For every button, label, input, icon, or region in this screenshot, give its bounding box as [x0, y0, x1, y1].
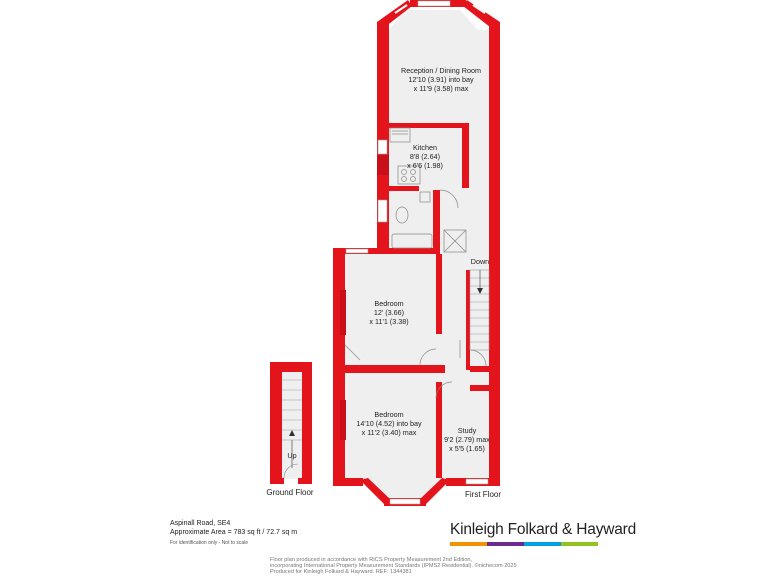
room-name: Reception / Dining Room: [401, 66, 481, 75]
brand-bar-purple: [487, 542, 524, 546]
room-dim: x 11'1 (3.38): [369, 317, 409, 326]
room-dim: x 11'9 (3.58) max: [413, 84, 469, 93]
identification-note: For identification only - Not to scale: [170, 540, 249, 546]
room-dim: 8'8 (2.64): [409, 152, 441, 161]
room-dim: 12'10 (3.91) into bay: [408, 75, 474, 84]
room-name: Study: [457, 426, 477, 435]
room-dim: x 11'2 (3.40) max: [361, 428, 417, 437]
stairs-down-label: Down: [470, 257, 490, 266]
footer-line-2: incorporating International Property Measurement Standards (IPMS2 Residential). ©nichecom 2025: [270, 563, 517, 569]
room-dim: x 6'6 (1.98): [407, 161, 443, 170]
room-dim: x 5'5 (1.65): [449, 444, 485, 453]
room-name: Kitchen: [413, 143, 437, 152]
brand-bar-blue: [524, 542, 561, 546]
footer-line-3: Produced for Kinleigh Folkard & Hayward. REF: 1344381: [270, 569, 412, 575]
room-name: Bedroom: [374, 410, 404, 419]
first-floor-label: First Floor: [465, 490, 501, 499]
footer-line-1: Floor plan produced in accordance with RICS Property Measurement 2nd Edition,: [270, 557, 473, 563]
approximate-area: Approximate Area = 783 sq ft / 72.7 sq m: [170, 529, 298, 536]
room-name: Bedroom: [374, 299, 404, 308]
ground-floor-label: Ground Floor: [266, 488, 314, 497]
brand-name: Kinleigh Folkard & Hayward: [450, 521, 637, 538]
room-dim: 12' (3.66): [373, 308, 405, 317]
stairs-up-label: Up: [287, 451, 297, 460]
room-dim: 14'10 (4.52) into bay: [356, 419, 422, 428]
brand-bar-green: [561, 542, 598, 546]
room-dim: 9'2 (2.79) max: [444, 435, 490, 444]
brand-bar-orange: [450, 542, 487, 546]
address: Aspinall Road, SE4: [170, 520, 231, 527]
